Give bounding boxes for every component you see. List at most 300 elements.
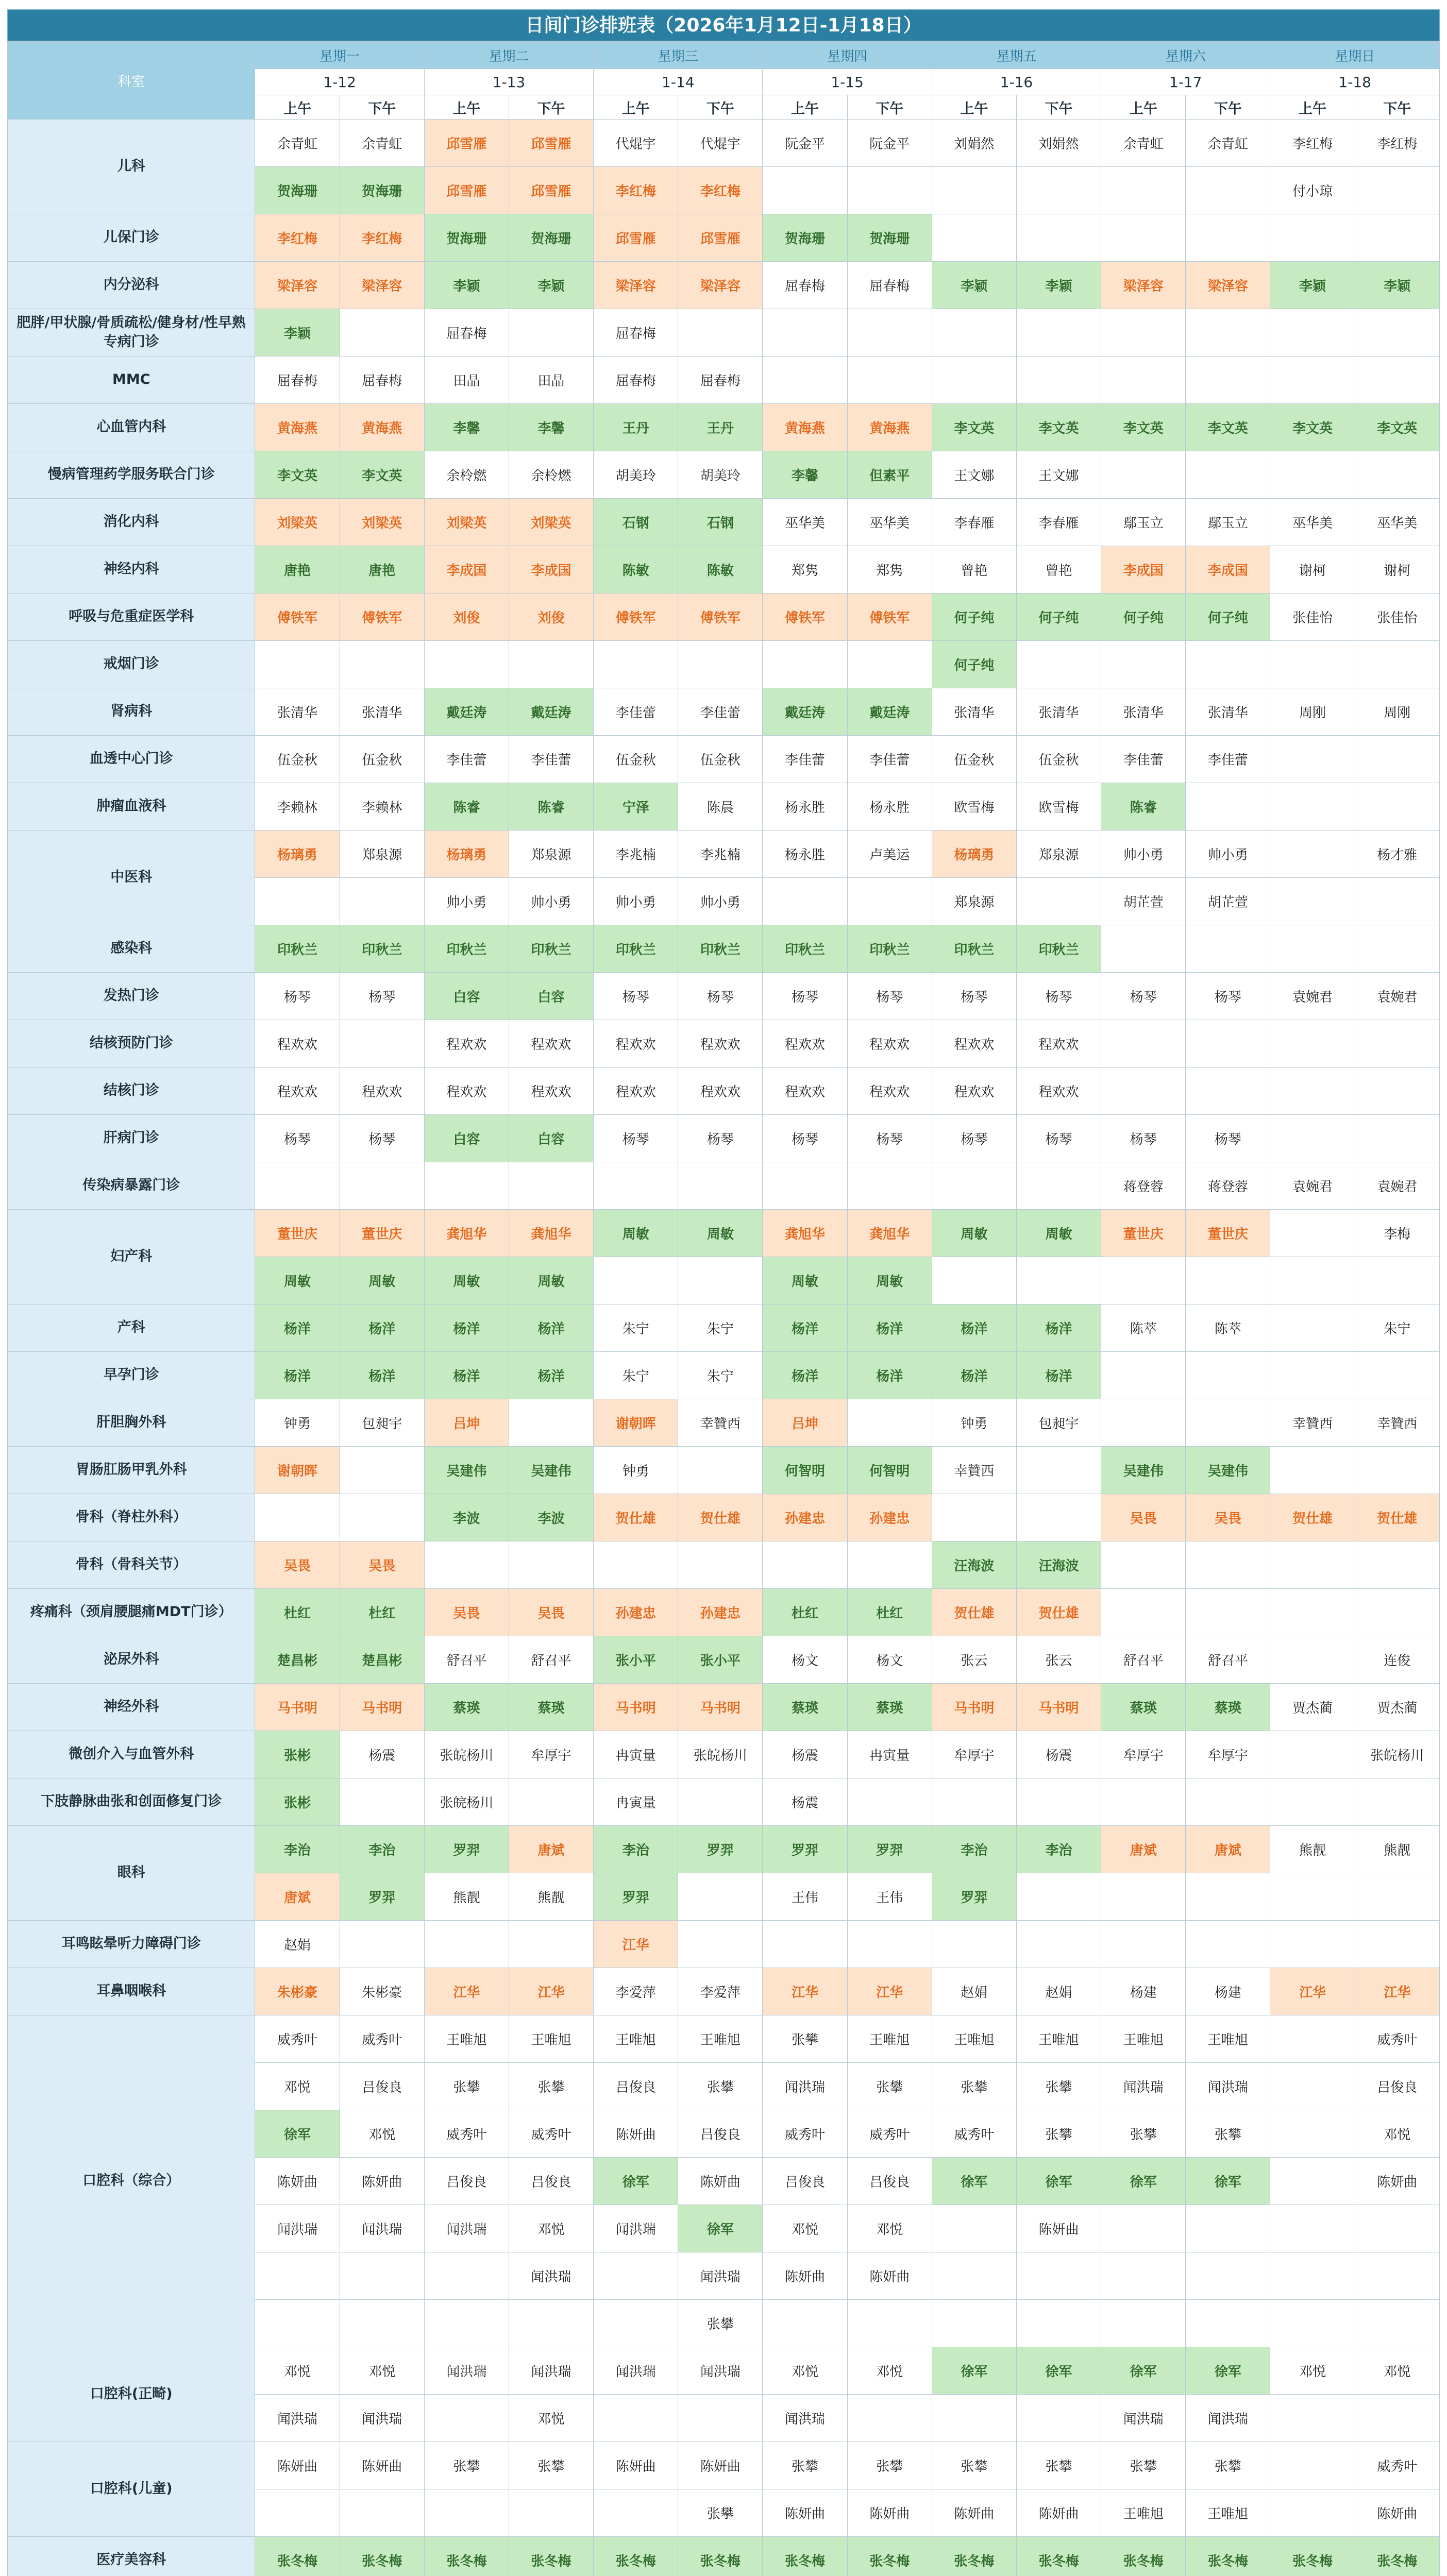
doctor-slot: 张冬梅 [1270, 2537, 1355, 2576]
department-name: 结核门诊 [8, 1067, 255, 1115]
doctor-slot: 胡美玲 [594, 451, 678, 499]
table-row [8, 1162, 1440, 1210]
doctor-slot [1101, 2205, 1186, 2252]
morning-header: 上午 [1101, 95, 1186, 120]
doctor-slot: 朱宁 [594, 1352, 678, 1399]
doctor-slot [1270, 2063, 1355, 2110]
doctor-slot: 陈妍曲 [255, 2158, 340, 2205]
table-row [8, 1067, 1440, 1115]
doctor-slot: 闻洪瑞 [678, 2252, 763, 2300]
doctor-slot [1016, 1162, 1101, 1210]
doctor-slot: 李馨 [763, 451, 847, 499]
doctor-slot [1355, 451, 1439, 499]
doctor-slot: 闻洪瑞 [594, 2347, 678, 2395]
table-row [8, 214, 1440, 262]
doctor-slot: 印秋兰 [255, 925, 340, 973]
doctor-slot: 唐斌 [509, 1826, 593, 1873]
table-row [8, 546, 1440, 594]
doctor-slot: 赵娟 [255, 1921, 340, 1968]
doctor-slot: 李颖 [1016, 262, 1101, 309]
doctor-slot: 吕俊良 [340, 2063, 424, 2110]
doctor-slot: 杨文 [847, 1636, 932, 1684]
doctor-slot: 曾艳 [932, 546, 1016, 594]
doctor-slot: 李佳蕾 [509, 736, 593, 783]
department-name: 医疗美容科 [8, 2537, 255, 2576]
doctor-slot [1016, 214, 1101, 262]
doctor-slot: 熊靓 [1355, 1826, 1439, 1873]
doctor-slot: 陈妍曲 [932, 2489, 1016, 2537]
doctor-slot [1270, 1257, 1355, 1304]
doctor-slot: 杨琴 [932, 973, 1016, 1020]
doctor-slot [1186, 1399, 1270, 1447]
doctor-slot [1355, 641, 1439, 688]
table-row [8, 1636, 1440, 1684]
doctor-slot [678, 1921, 763, 1968]
doctor-slot: 杨震 [763, 1778, 847, 1826]
weekday-header: 星期一 [255, 42, 424, 69]
doctor-slot [932, 2395, 1016, 2442]
doctor-slot: 舒召平 [1101, 1636, 1186, 1684]
doctor-slot: 陈妍曲 [340, 2442, 424, 2489]
doctor-slot [1016, 641, 1101, 688]
doctor-slot: 李红梅 [594, 167, 678, 214]
doctor-slot: 张清华 [1016, 688, 1101, 736]
doctor-slot [255, 2300, 340, 2347]
doctor-slot: 闻洪瑞 [509, 2252, 593, 2300]
doctor-slot: 王唯旭 [1186, 2489, 1270, 2537]
doctor-slot: 戴廷涛 [763, 688, 847, 736]
doctor-slot [1186, 641, 1270, 688]
doctor-slot [509, 1921, 593, 1968]
doctor-slot: 马书明 [255, 1684, 340, 1731]
doctor-slot: 程欢欢 [509, 1020, 593, 1067]
doctor-slot: 李文英 [255, 451, 340, 499]
doctor-slot [678, 1447, 763, 1494]
doctor-slot: 马书明 [594, 1684, 678, 1731]
doctor-slot [1355, 214, 1439, 262]
doctor-slot: 程欢欢 [847, 1020, 932, 1067]
doctor-slot: 威秀叶 [509, 2110, 593, 2158]
doctor-slot: 吴畏 [1101, 1494, 1186, 1541]
doctor-slot [847, 1778, 932, 1826]
doctor-slot: 王唯旭 [932, 2015, 1016, 2063]
doctor-slot: 吴建伟 [424, 1447, 509, 1494]
doctor-slot: 张皖杨川 [424, 1778, 509, 1826]
doctor-slot: 张皖杨川 [678, 1731, 763, 1778]
doctor-slot [594, 1162, 678, 1210]
doctor-slot: 牟厚宇 [1101, 1731, 1186, 1778]
department-name: 肝病门诊 [8, 1115, 255, 1162]
doctor-slot: 舒召平 [509, 1636, 593, 1684]
doctor-slot: 李波 [424, 1494, 509, 1541]
doctor-slot: 邱雪雁 [509, 120, 593, 167]
doctor-slot: 程欢欢 [678, 1067, 763, 1115]
doctor-slot: 屈春梅 [847, 262, 932, 309]
doctor-slot: 张冬梅 [1355, 2537, 1439, 2576]
doctor-slot: 李成国 [424, 546, 509, 594]
doctor-slot: 杨琴 [763, 973, 847, 1020]
doctor-slot: 王唯旭 [1186, 2015, 1270, 2063]
doctor-slot: 徐军 [594, 2158, 678, 2205]
department-name: 血透中心门诊 [8, 736, 255, 783]
department-name: 骨科（骨科关节） [8, 1541, 255, 1589]
doctor-slot: 邓悦 [1355, 2110, 1439, 2158]
doctor-slot: 李馨 [509, 404, 593, 451]
doctor-slot: 李爱萍 [594, 1968, 678, 2015]
doctor-slot: 帅小勇 [678, 878, 763, 925]
doctor-slot: 李文英 [932, 404, 1016, 451]
doctor-slot: 熊靓 [1270, 1826, 1355, 1873]
doctor-slot: 张清华 [932, 688, 1016, 736]
doctor-slot: 张攀 [678, 2300, 763, 2347]
doctor-slot: 卢美运 [847, 831, 932, 878]
doctor-slot [509, 2300, 593, 2347]
doctor-slot [1016, 1778, 1101, 1826]
doctor-slot [1016, 2252, 1101, 2300]
doctor-slot: 江华 [763, 1968, 847, 2015]
doctor-slot [1355, 2300, 1439, 2347]
doctor-slot: 程欢欢 [1016, 1020, 1101, 1067]
doctor-slot: 张攀 [763, 2015, 847, 2063]
doctor-slot [1270, 878, 1355, 925]
doctor-slot [678, 641, 763, 688]
doctor-slot: 张冬梅 [1016, 2537, 1101, 2576]
doctor-slot [424, 2252, 509, 2300]
doctor-slot: 邓悦 [1270, 2347, 1355, 2395]
doctor-slot: 程欢欢 [847, 1067, 932, 1115]
doctor-slot: 张彬 [255, 1778, 340, 1826]
doctor-slot: 孙建忠 [847, 1494, 932, 1541]
doctor-slot [1355, 1067, 1439, 1115]
doctor-slot: 罗羿 [594, 1873, 678, 1921]
doctor-slot [255, 2252, 340, 2300]
doctor-slot [1270, 451, 1355, 499]
doctor-slot [1101, 2252, 1186, 2300]
doctor-slot: 张冬梅 [340, 2537, 424, 2576]
doctor-slot [847, 878, 932, 925]
doctor-slot: 张攀 [424, 2063, 509, 2110]
doctor-slot: 杨琴 [340, 1115, 424, 1162]
doctor-slot: 程欢欢 [1016, 1067, 1101, 1115]
doctor-slot [255, 1162, 340, 1210]
table-header [8, 42, 1440, 120]
doctor-slot [424, 1921, 509, 1968]
doctor-slot: 罗羿 [678, 1826, 763, 1873]
doctor-slot: 董世庆 [340, 1210, 424, 1257]
doctor-slot: 鄢玉立 [1186, 499, 1270, 546]
doctor-slot: 张小平 [594, 1636, 678, 1684]
doctor-slot: 张冬梅 [255, 2537, 340, 2576]
doctor-slot: 杨琴 [1016, 973, 1101, 1020]
department-name: 感染科 [8, 925, 255, 973]
doctor-slot [1270, 2489, 1355, 2537]
doctor-slot: 张冬梅 [763, 2537, 847, 2576]
doctor-slot [340, 641, 424, 688]
weekday-header: 星期五 [932, 42, 1101, 69]
doctor-slot: 吕坤 [763, 1399, 847, 1447]
doctor-slot: 吕俊良 [594, 2063, 678, 2110]
doctor-slot: 何子纯 [1101, 594, 1186, 641]
doctor-slot: 陈萃 [1101, 1304, 1186, 1352]
doctor-slot [847, 357, 932, 404]
doctor-slot: 李兆楠 [594, 831, 678, 878]
doctor-slot: 巫华美 [847, 499, 932, 546]
doctor-slot: 张冬梅 [424, 2537, 509, 2576]
doctor-slot [932, 1162, 1016, 1210]
department-name: 耳鼻咽喉科 [8, 1968, 255, 2015]
doctor-slot: 欧雪梅 [932, 783, 1016, 831]
doctor-slot: 程欢欢 [255, 1067, 340, 1115]
doctor-slot: 杨洋 [509, 1352, 593, 1399]
doctor-slot: 李颖 [424, 262, 509, 309]
doctor-slot [932, 1257, 1016, 1304]
doctor-slot: 熊靓 [509, 1873, 593, 1921]
doctor-slot [1270, 2395, 1355, 2442]
doctor-slot: 王丹 [678, 404, 763, 451]
doctor-slot: 刘梁英 [340, 499, 424, 546]
doctor-slot [340, 309, 424, 357]
doctor-slot [1101, 1541, 1186, 1589]
doctor-slot [1355, 736, 1439, 783]
doctor-slot: 程欢欢 [424, 1067, 509, 1115]
doctor-slot: 屈春梅 [424, 309, 509, 357]
doctor-slot: 陈晨 [678, 783, 763, 831]
doctor-slot [1270, 1020, 1355, 1067]
doctor-slot: 张攀 [932, 2442, 1016, 2489]
doctor-slot: 印秋兰 [763, 925, 847, 973]
doctor-slot: 威秀叶 [424, 2110, 509, 2158]
doctor-slot [424, 1541, 509, 1589]
date-header: 1-12 [255, 69, 424, 95]
doctor-slot [932, 309, 1016, 357]
doctor-slot: 吕俊良 [763, 2158, 847, 2205]
doctor-slot: 张冬梅 [1186, 2537, 1270, 2576]
doctor-slot [1186, 1067, 1270, 1115]
doctor-slot [847, 1162, 932, 1210]
department-name: 胃肠肛肠甲乳外科 [8, 1447, 255, 1494]
doctor-slot: 威秀叶 [255, 2015, 340, 2063]
doctor-slot [1101, 1352, 1186, 1399]
doctor-slot [1270, 214, 1355, 262]
doctor-slot: 张皖杨川 [424, 1731, 509, 1778]
doctor-slot: 刘娟然 [1016, 120, 1101, 167]
doctor-slot: 杨洋 [1016, 1352, 1101, 1399]
doctor-slot: 屈春梅 [763, 262, 847, 309]
doctor-slot: 郑泉源 [509, 831, 593, 878]
doctor-slot: 龚旭华 [424, 1210, 509, 1257]
doctor-slot [594, 641, 678, 688]
doctor-slot: 陈妍曲 [594, 2110, 678, 2158]
doctor-slot: 戴廷涛 [509, 688, 593, 736]
table-row [8, 1921, 1440, 1968]
table-row [8, 499, 1440, 546]
doctor-slot [1355, 925, 1439, 973]
doctor-slot [340, 2489, 424, 2537]
doctor-slot: 杜红 [763, 1589, 847, 1636]
doctor-slot [1270, 2205, 1355, 2252]
doctor-slot: 江华 [1270, 1968, 1355, 2015]
doctor-slot [932, 1778, 1016, 1826]
doctor-slot: 王伟 [763, 1873, 847, 1921]
doctor-slot: 杨洋 [1016, 1304, 1101, 1352]
morning-header: 上午 [932, 95, 1016, 120]
doctor-slot: 冉寅量 [847, 1731, 932, 1778]
doctor-slot: 贺海珊 [255, 167, 340, 214]
department-name: 慢病管理药学服务联合门诊 [8, 451, 255, 499]
afternoon-header: 下午 [678, 95, 763, 120]
doctor-slot: 伍金秋 [678, 736, 763, 783]
doctor-slot: 陈妍曲 [847, 2489, 932, 2537]
doctor-slot [1355, 1115, 1439, 1162]
doctor-slot: 杨琴 [763, 1115, 847, 1162]
doctor-slot [932, 167, 1016, 214]
doctor-slot: 唐斌 [1186, 1826, 1270, 1873]
doctor-slot [847, 1399, 932, 1447]
doctor-slot: 吕俊良 [424, 2158, 509, 2205]
doctor-slot: 吴建伟 [1186, 1447, 1270, 1494]
doctor-slot [1101, 641, 1186, 688]
doctor-slot: 杨洋 [847, 1352, 932, 1399]
doctor-slot: 陈睿 [1101, 783, 1186, 831]
doctor-slot [1101, 2300, 1186, 2347]
doctor-slot: 杨永胜 [763, 831, 847, 878]
doctor-slot: 马书明 [678, 1684, 763, 1731]
doctor-slot: 朱宁 [1355, 1304, 1439, 1352]
doctor-slot: 吴建伟 [1101, 1447, 1186, 1494]
doctor-slot: 李佳蕾 [847, 736, 932, 783]
doctor-slot [847, 641, 932, 688]
doctor-slot [1186, 783, 1270, 831]
department-name: 心血管内科 [8, 404, 255, 451]
doctor-slot: 王唯旭 [1016, 2015, 1101, 2063]
doctor-slot: 贺仕雄 [1270, 1494, 1355, 1541]
department-name: 结核预防门诊 [8, 1020, 255, 1067]
department-name: 儿保门诊 [8, 214, 255, 262]
doctor-slot: 吕俊良 [847, 2158, 932, 2205]
doctor-slot: 巫华美 [1355, 499, 1439, 546]
doctor-slot: 袁婉君 [1270, 973, 1355, 1020]
doctor-slot [763, 1541, 847, 1589]
doctor-slot: 闻洪瑞 [763, 2395, 847, 2442]
doctor-slot [1016, 1873, 1101, 1921]
doctor-slot [1355, 878, 1439, 925]
doctor-slot: 吴建伟 [509, 1447, 593, 1494]
doctor-slot: 贺仕雄 [1016, 1589, 1101, 1636]
doctor-slot: 蔡瑛 [763, 1684, 847, 1731]
doctor-slot: 罗羿 [932, 1873, 1016, 1921]
doctor-slot: 贺海珊 [763, 214, 847, 262]
doctor-slot: 李红梅 [678, 167, 763, 214]
doctor-slot: 杨璃勇 [932, 831, 1016, 878]
doctor-slot: 杨洋 [763, 1352, 847, 1399]
doctor-slot: 李波 [509, 1494, 593, 1541]
doctor-slot [1270, 1447, 1355, 1494]
doctor-slot: 徐军 [1101, 2347, 1186, 2395]
doctor-slot: 龚旭华 [763, 1210, 847, 1257]
doctor-slot: 杨文 [763, 1636, 847, 1684]
doctor-slot: 蔡瑛 [1101, 1684, 1186, 1731]
doctor-slot [424, 2395, 509, 2442]
doctor-slot: 王文娜 [932, 451, 1016, 499]
doctor-slot [1101, 1921, 1186, 1968]
doctor-slot: 印秋兰 [678, 925, 763, 973]
doctor-slot: 包昶宇 [1016, 1399, 1101, 1447]
doctor-slot: 吕坤 [424, 1399, 509, 1447]
doctor-slot: 杨琴 [678, 1115, 763, 1162]
doctor-slot: 巫华美 [1270, 499, 1355, 546]
doctor-slot: 贾杰蔺 [1355, 1684, 1439, 1731]
doctor-slot: 张攀 [1016, 2063, 1101, 2110]
doctor-slot: 幸贊西 [1355, 1399, 1439, 1447]
doctor-slot: 帅小勇 [424, 878, 509, 925]
doctor-slot: 张佳怡 [1270, 594, 1355, 641]
doctor-slot: 张冬梅 [847, 2537, 932, 2576]
doctor-slot: 程欢欢 [678, 1020, 763, 1067]
doctor-slot: 李颖 [1355, 262, 1439, 309]
doctor-slot: 印秋兰 [340, 925, 424, 973]
date-header: 1-16 [932, 69, 1101, 95]
doctor-slot: 谢朝晖 [255, 1447, 340, 1494]
doctor-slot: 杨琴 [932, 1115, 1016, 1162]
doctor-slot: 陈妍曲 [847, 2252, 932, 2300]
afternoon-header: 下午 [1186, 95, 1270, 120]
doctor-slot [1101, 1873, 1186, 1921]
doctor-slot: 赵娟 [1016, 1968, 1101, 2015]
doctor-slot: 陈敏 [594, 546, 678, 594]
doctor-slot: 程欢欢 [509, 1067, 593, 1115]
doctor-slot: 李红梅 [340, 214, 424, 262]
doctor-slot: 余青虹 [1186, 120, 1270, 167]
doctor-slot [847, 2300, 932, 2347]
doctor-slot: 刘俊 [509, 594, 593, 641]
doctor-slot: 朱宁 [678, 1352, 763, 1399]
doctor-slot [340, 1921, 424, 1968]
doctor-slot: 李佳蕾 [424, 736, 509, 783]
doctor-slot: 张攀 [1101, 2110, 1186, 2158]
doctor-slot: 余柃燃 [509, 451, 593, 499]
doctor-slot [1355, 1020, 1439, 1067]
doctor-slot: 伍金秋 [255, 736, 340, 783]
doctor-slot: 杨才雅 [1355, 831, 1439, 878]
weekday-header: 星期四 [763, 42, 932, 69]
doctor-slot [255, 1494, 340, 1541]
doctor-slot [932, 214, 1016, 262]
doctor-slot: 贺海珊 [847, 214, 932, 262]
doctor-slot: 威秀叶 [1355, 2442, 1439, 2489]
doctor-slot: 闻洪瑞 [1101, 2063, 1186, 2110]
department-name: 内分泌科 [8, 262, 255, 309]
doctor-slot: 阮金平 [763, 120, 847, 167]
doctor-slot [1270, 2442, 1355, 2489]
doctor-slot [1270, 2252, 1355, 2300]
doctor-slot [1355, 167, 1439, 214]
doctor-slot [509, 1778, 593, 1826]
doctor-slot: 何子纯 [932, 594, 1016, 641]
doctor-slot: 代焜宇 [678, 120, 763, 167]
doctor-slot: 李成国 [1101, 546, 1186, 594]
table-row [8, 1494, 1440, 1541]
doctor-slot: 李馨 [424, 404, 509, 451]
doctor-slot: 张彬 [255, 1731, 340, 1778]
doctor-slot [763, 1162, 847, 1210]
doctor-slot [1101, 925, 1186, 973]
doctor-slot: 李梅 [1355, 1210, 1439, 1257]
doctor-slot: 罗羿 [763, 1826, 847, 1873]
doctor-slot: 牟厚宇 [1186, 1731, 1270, 1778]
doctor-slot: 朱宁 [678, 1304, 763, 1352]
doctor-slot: 袁婉君 [1355, 973, 1439, 1020]
doctor-slot [932, 357, 1016, 404]
